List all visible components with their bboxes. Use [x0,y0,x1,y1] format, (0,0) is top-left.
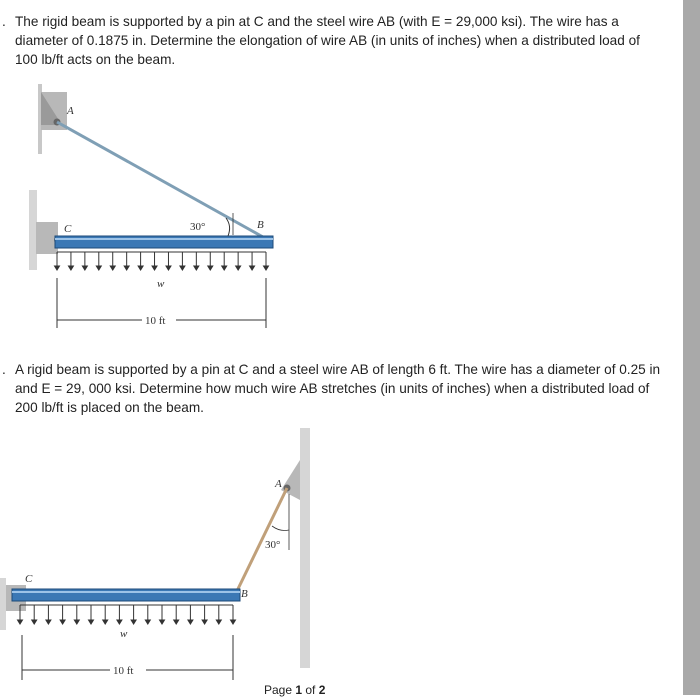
page-total: 2 [318,683,326,697]
load-arrowhead [188,620,193,624]
load-arrowhead [46,620,51,624]
label-c-2: C [25,573,33,585]
load-label: w [157,278,165,290]
wall-right [300,428,310,668]
load-arrowhead [32,620,37,624]
load-arrowhead [60,620,65,624]
angle-label-2: 30° [265,539,281,551]
problem-1-marker: . [2,14,6,29]
load-arrowhead [202,620,207,624]
beam-2 [12,589,240,601]
load-arrowhead [103,620,108,624]
load-arrowhead [117,620,122,624]
load-arrowhead [160,620,165,624]
label-a-2: A [275,478,282,490]
wall-left [0,578,6,630]
load-arrowhead [89,620,94,624]
length-label-2: 10 ft [113,665,134,677]
length-label: 10 ft [145,315,166,327]
problem-2-text: A rigid beam is supported by a pin at C and a steel wire AB of length 6 ft. The wire has a diameter of 0.25 in and E = 29, 000 ksi. Determine how much wire AB stretches (in units of inches) when a distributed load of 200 lb/ft is placed on the beam. [15,362,661,415]
label-b-2: B [241,588,248,600]
load-arrowhead [18,620,23,624]
load-arrowhead [216,620,221,624]
load-arrowhead [74,620,79,624]
problem-1-text: The rigid beam is supported by a pin at C and the steel wire AB (with E = 29,000 ksi). The wire has a diameter of 0.1875 in. Determine the elongation of wire AB (in units of inches) when a distributed load of 100 lb/ft acts on the beam. [15,14,640,67]
load-arrowhead [174,620,179,624]
distributed-load-2 [18,605,236,624]
angle-label: 30° [190,221,206,233]
page-prefix: Page [264,683,296,697]
label-a: A [67,105,74,117]
load-arrowhead [145,620,150,624]
label-c: C [64,223,72,235]
page-of: of [302,683,319,697]
label-b: B [257,219,264,231]
page-number: 1 [295,683,303,697]
load-arrowhead [131,620,136,624]
problem-2-marker: . [2,362,6,377]
load-label-2: w [120,628,128,640]
load-arrowhead [231,620,236,624]
